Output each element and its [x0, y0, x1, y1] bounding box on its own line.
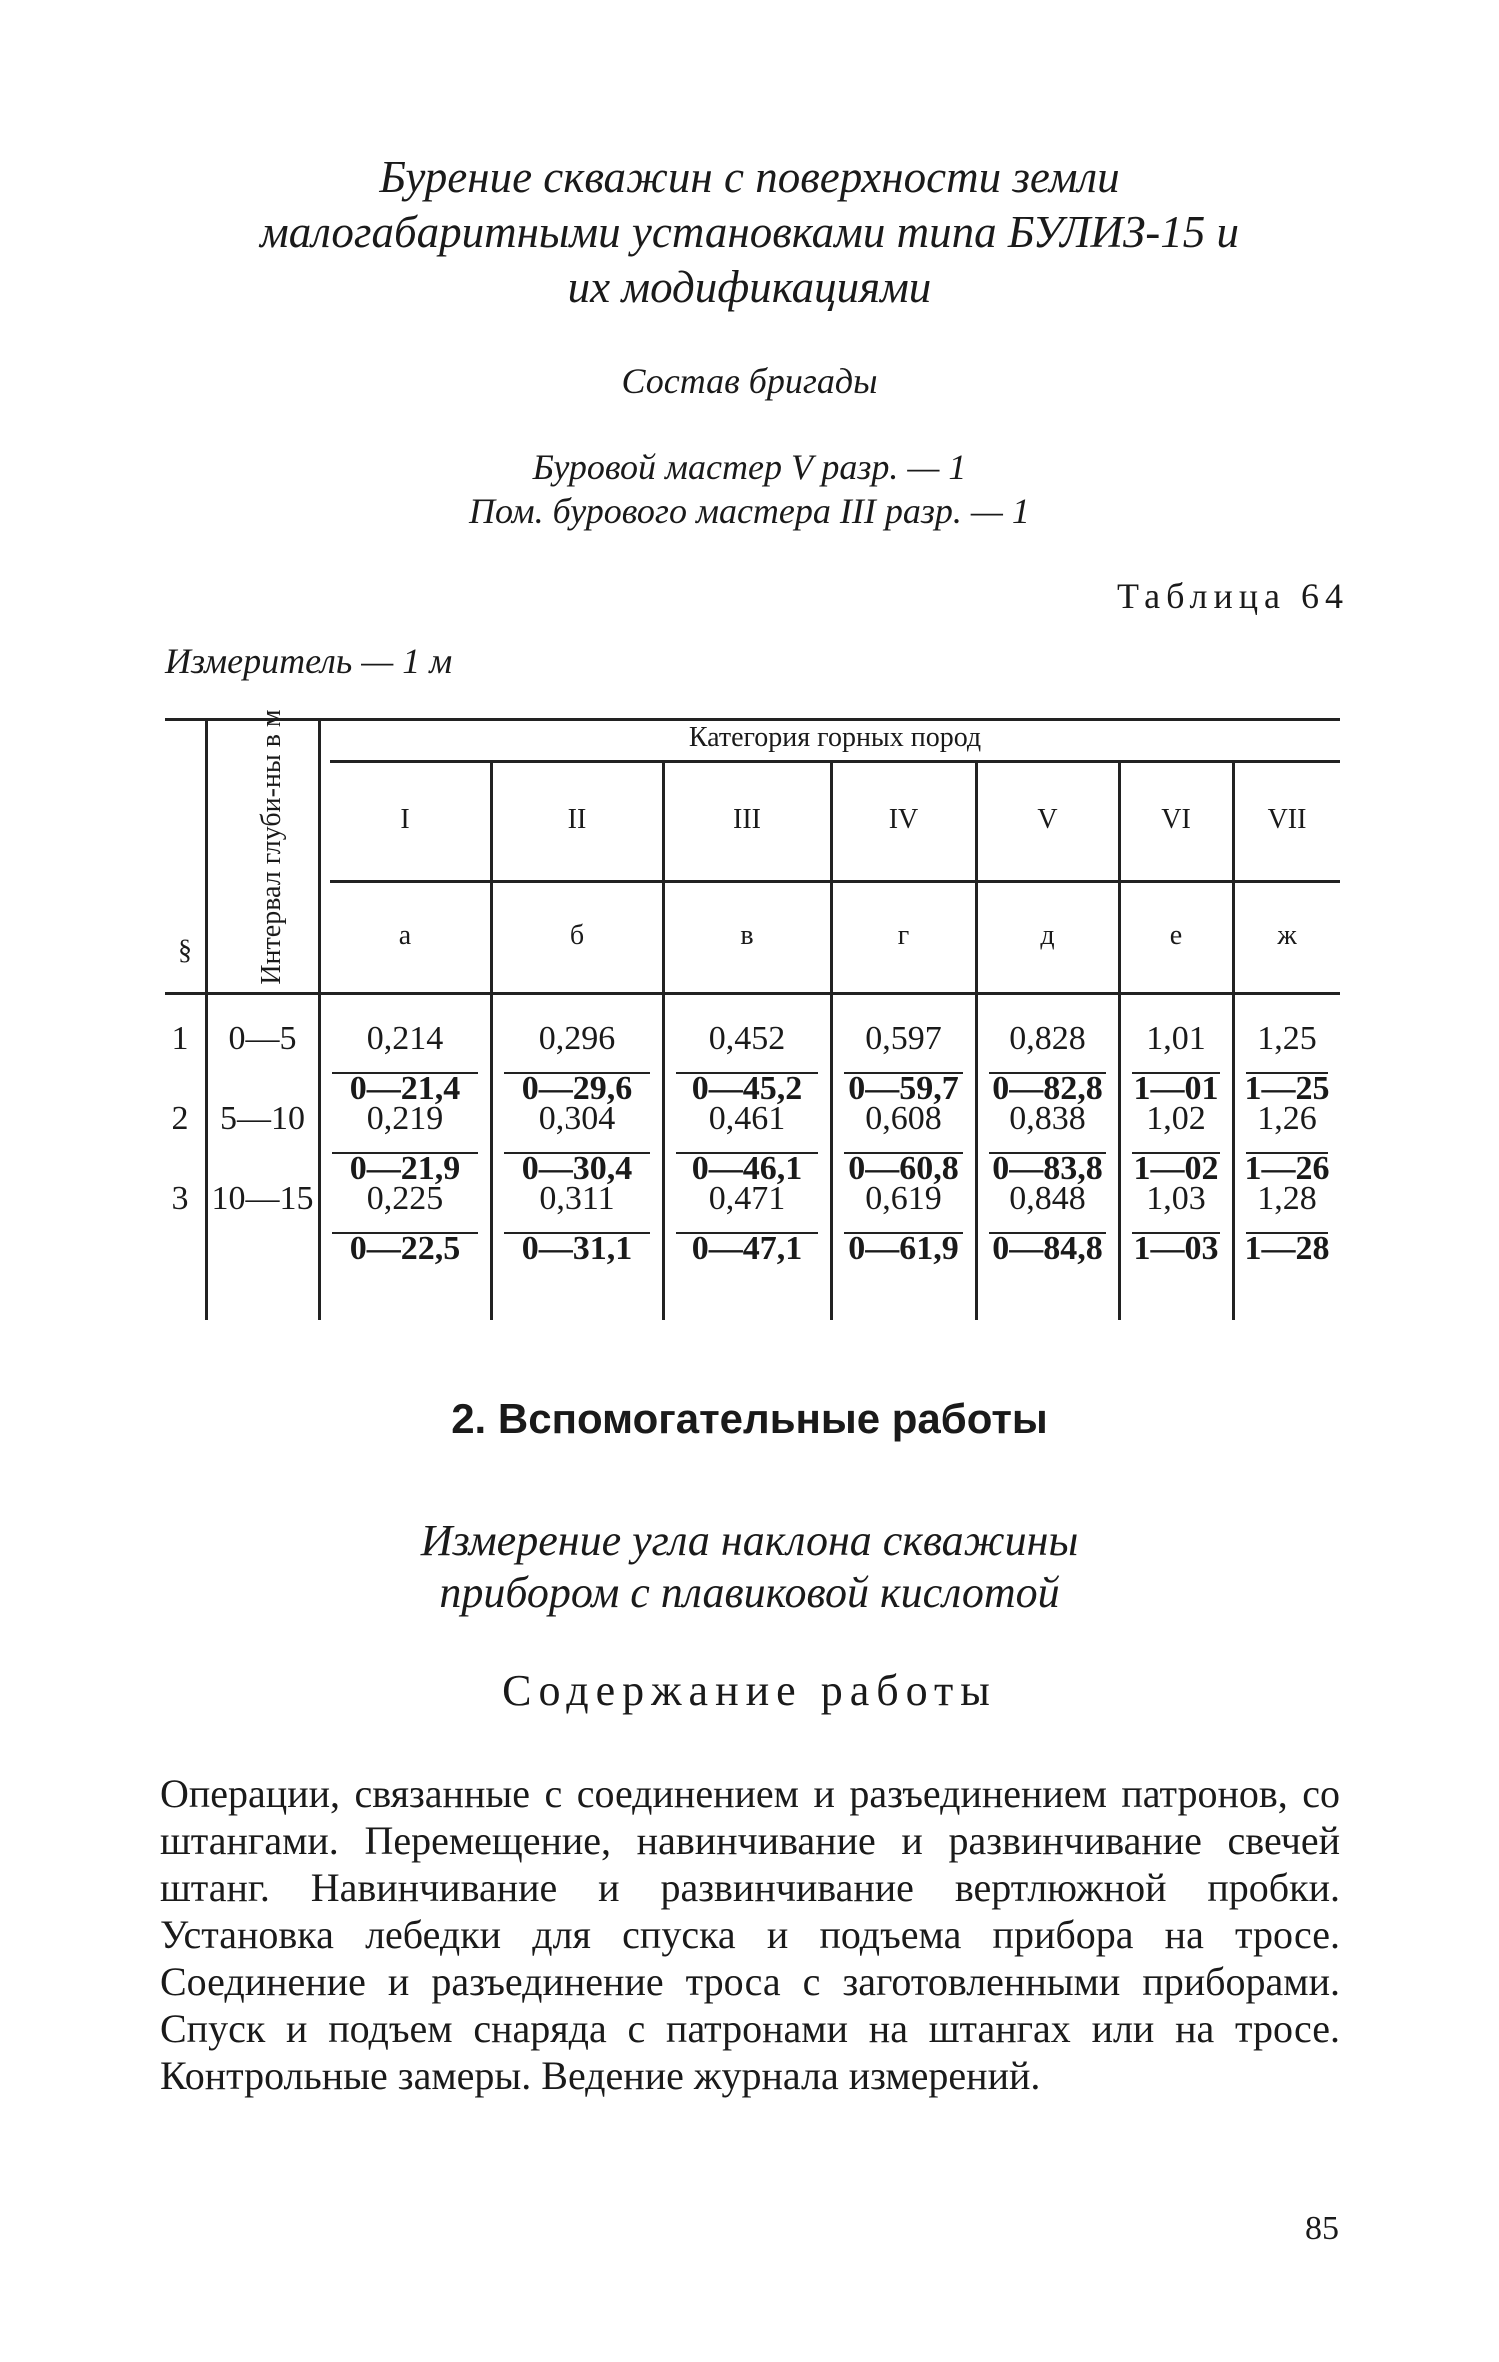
price-code: 0—30,4	[521, 1150, 633, 1187]
category-label: II	[567, 804, 587, 835]
norm-value: 1,26	[1257, 1100, 1317, 1137]
page-title: Бурение скважин с поверхности земли малогабаритными установками типа БУЛИЗ-15 и их модификациями	[260, 152, 1239, 312]
price-code: 0—45,2	[691, 1070, 803, 1107]
norm-value: 0,828	[1009, 1020, 1086, 1057]
column-letter: в	[740, 920, 754, 951]
price-code: 0—47,1	[691, 1230, 803, 1267]
price-code: 0—22,5	[349, 1230, 461, 1267]
norm-value: 1,28	[1257, 1180, 1317, 1217]
row-number: 1	[171, 1020, 189, 1057]
norm-value: 0,452	[708, 1020, 786, 1057]
price-code: 1—03	[1133, 1230, 1219, 1267]
crew-list	[0, 445, 1499, 533]
norm-value: 1,01	[1146, 1020, 1206, 1057]
norm-value: 0,304	[538, 1100, 616, 1137]
crew-line-master: Буровой мастер V разр. — 1	[532, 447, 967, 487]
category-label: V	[1037, 804, 1058, 835]
norm-value: 0,848	[1009, 1180, 1086, 1217]
norm-value: 0,597	[865, 1020, 942, 1057]
depth-interval: 5—10	[220, 1100, 305, 1137]
column-letter: д	[1040, 920, 1055, 951]
norm-value: 0,296	[538, 1020, 616, 1057]
price-code: 0—61,9	[848, 1230, 959, 1267]
depth-interval: 0—5	[228, 1020, 297, 1057]
price-code: 0—83,8	[992, 1150, 1103, 1187]
crew-heading: Состав бригады	[621, 361, 878, 401]
price-code: 1—25	[1244, 1070, 1330, 1107]
row-number: 2	[171, 1100, 189, 1137]
category-label: IV	[888, 804, 919, 835]
norm-value: 1,02	[1146, 1100, 1206, 1137]
norm-value: 0,471	[708, 1180, 786, 1217]
norm-value: 0,461	[708, 1100, 786, 1137]
norm-value: 0,838	[1009, 1100, 1086, 1137]
price-code: 0—84,8	[992, 1230, 1103, 1267]
category-label: III	[733, 804, 761, 835]
section-title: 2. Вспомогательные работы	[451, 1395, 1048, 1442]
column-letter: г	[897, 920, 910, 951]
price-code: 0—46,1	[691, 1150, 803, 1187]
price-code: 0—59,7	[848, 1070, 959, 1107]
column-letter: б	[569, 920, 585, 951]
price-code: 0—82,8	[992, 1070, 1103, 1107]
norm-value: 1,03	[1146, 1180, 1206, 1217]
price-code: 0—60,8	[848, 1150, 959, 1187]
price-code: 0—31,1	[521, 1230, 633, 1267]
price-code: 0—21,9	[349, 1150, 461, 1187]
subsection-title: Измерение угла наклона скважины прибором с плавиковой кислотой	[420, 1516, 1079, 1617]
norm-value: 0,214	[366, 1020, 444, 1057]
column-letter: е	[1169, 920, 1183, 951]
category-header: Категория горных пород	[688, 722, 982, 753]
crew-line-assistant: Пом. бурового мастера III разр. — 1	[469, 491, 1030, 531]
price-code: 0—29,6	[521, 1070, 633, 1107]
norm-value: 0,608	[865, 1100, 942, 1137]
measure-unit: Измеритель — 1 м	[165, 641, 453, 681]
price-code: 1—26	[1244, 1150, 1330, 1187]
norm-value: 0,311	[539, 1180, 615, 1217]
column-letter: ж	[1277, 920, 1297, 951]
col-section-header: §	[178, 935, 192, 966]
page-number: 85	[1305, 2210, 1339, 2247]
norm-value: 0,225	[366, 1180, 444, 1217]
price-code: 0—21,4	[349, 1070, 461, 1107]
content-paragraph: Операции, связанные с соединением и разъединением патронов, со штангами. Перемещение, навинчивание и развинчивание свечей штанг. Навинчивание и развинчивание вертлюжной пробки. Установка лебедки для спуска и подъема прибора на тросе. Соединение и разъединение троса с заготовленными приборами. Спуск и подъем снаряда с патронами на штангах или на тросе. Контрольные замеры. Ведение журнала измерений.	[160, 1771, 1340, 2098]
price-code: 1—28	[1244, 1230, 1330, 1267]
table-number: Таблица 64	[1117, 576, 1349, 616]
category-label: VI	[1161, 804, 1191, 835]
category-label: I	[400, 804, 410, 835]
depth-interval: 10—15	[211, 1180, 314, 1217]
row-number: 3	[171, 1180, 189, 1217]
col-depth-header: Интервал глуби-ны в м	[256, 709, 287, 985]
norm-value: 1,25	[1257, 1020, 1317, 1057]
category-label: VII	[1267, 804, 1307, 835]
content-heading: Содержание работы	[502, 1666, 997, 1715]
price-code: 1—01	[1133, 1070, 1219, 1107]
norm-value: 0,219	[366, 1100, 444, 1137]
price-code: 1—02	[1133, 1150, 1219, 1187]
norm-value: 0,619	[865, 1180, 942, 1217]
column-letter: а	[398, 920, 412, 951]
